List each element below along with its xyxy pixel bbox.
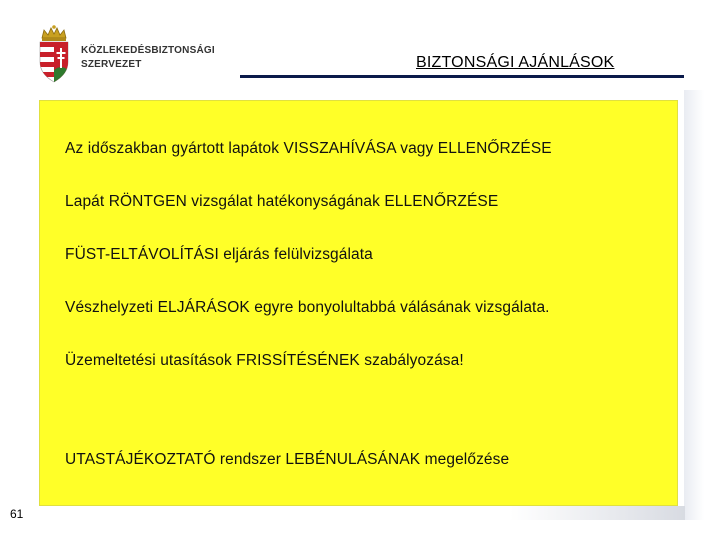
recommendation-item-1: Az időszakban gyártott lapátok VISSZAHÍVÁSA vagy ELLENŐRZÉSE [65,140,552,157]
organization-name [81,44,215,72]
organization-name-line2: SZERVEZET [81,59,142,70]
recommendation-item-3: FÜST-ELTÁVOLÍTÁSI eljárás felülvizsgálata [65,246,373,263]
recommendation-item-4: Vészhelyzeti ELJÁRÁSOK egyre bonyolultabbá válásának vizsgálata. [65,299,550,316]
recommendation-item-6: UTASTÁJÉKOZTATÓ rendszer LEBÉNULÁSÁNAK megelőzése [65,451,510,468]
page-title: BIZTONSÁGI AJÁNLÁSOK [416,54,615,71]
decorative-shadow-right [684,90,704,520]
page-number: 61 [10,507,24,521]
decorative-shadow-bottom [510,506,685,520]
coat-of-arms-icon [34,24,74,84]
recommendation-item-5: Üzemeltetési utasítások FRISSÍTÉSÉNEK szabályozása! [65,352,464,369]
recommendations-panel [39,100,678,506]
recommendation-item-2: Lapát RÖNTGEN vizsgálat hatékonyságának ELLENŐRZÉSE [65,193,499,210]
organization-name-line1: KÖZLEKEDÉSBIZTONSÁGI [81,45,215,56]
title-underline-rule [240,75,684,78]
